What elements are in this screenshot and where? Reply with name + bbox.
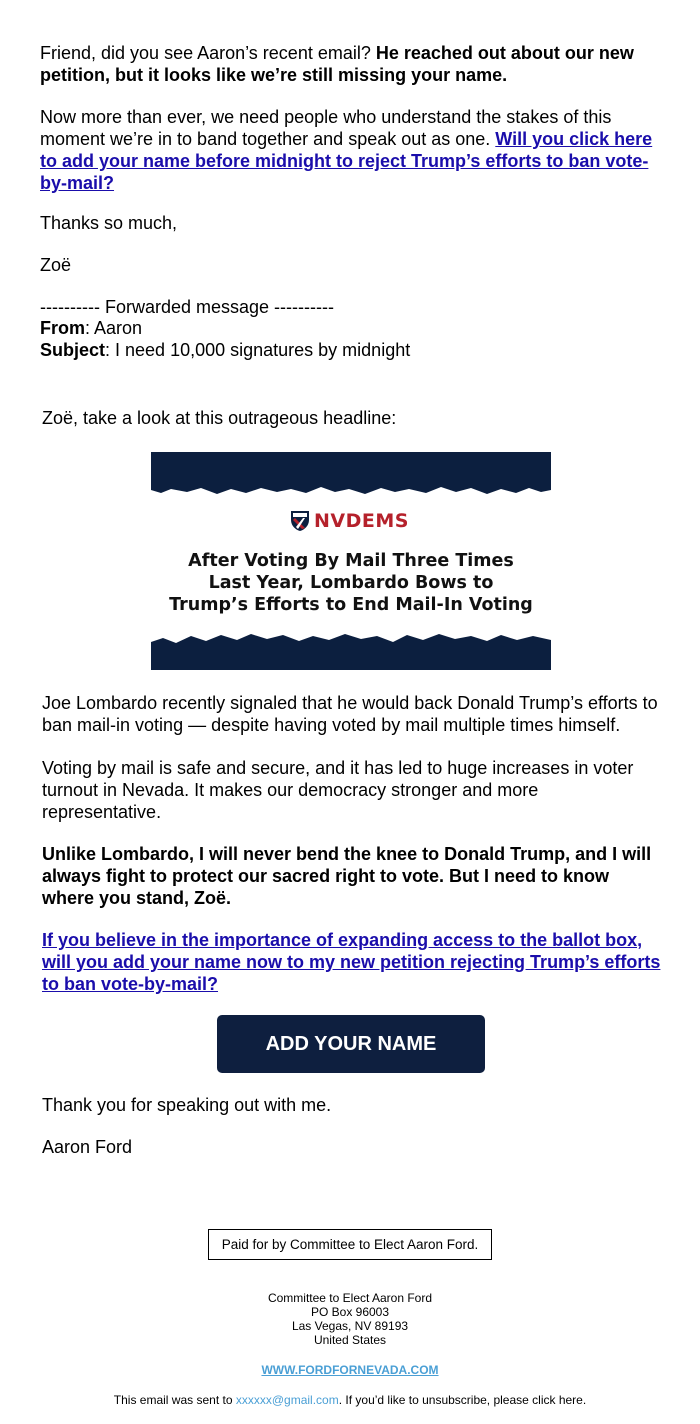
sent-prefix: This email was sent to [113,1393,236,1407]
intro-bold-text: He reached out about our new petition, but it looks like we’re still missing your name. [40,43,634,85]
body-paragraph-bold: Unlike Lombardo, I will never bend the knee to Donald Trump, and I will always fight to protect our sacred right to vote. But I need to know where you stand, Zoë. [42,844,652,908]
from-label: From [40,318,85,338]
forwarded-divider: ---------- Forwarded message ---------- [40,297,334,317]
intro-text-2: Now more than ever, we need people who understand the stakes of this moment we’re in to band together and speak out as one. [40,107,612,149]
address-line-4: United States [313,1333,387,1347]
body-paragraph-2: Voting by mail is safe and secure, and it has led to huge increases in voter turnout in Nevada. It makes our democracy stronger and more representative. [42,758,634,822]
thanks-text: Thanks so much, [40,213,178,233]
subject-label: Subject [40,340,106,360]
address-line-1: Committee to Elect Aaron Ford [267,1291,433,1305]
recipient-email: xxxxxx@gmail.com [235,1393,339,1407]
address-line-2: PO Box 96003 [310,1305,390,1319]
body-paragraph-link [42,929,662,995]
headline-line-2: Last Year, Lombardo Bows to [208,573,494,593]
headline-line-1: After Voting By Mail Three Times [188,551,514,571]
intro-paragraph-1 [40,42,660,86]
address-line-3: Las Vegas, NV 89193 [291,1319,409,1333]
intro-text: Friend, did you see Aaron’s recent email? [40,43,376,63]
footer-website [0,1363,700,1377]
closing-text: Thank you for speaking out with me. [42,1095,332,1115]
footer-sent-notice [0,1393,700,1407]
intro-signature: Zoë [40,255,72,275]
body-signature: Aaron Ford [42,1137,133,1157]
logo-text: NVDEMS [314,510,409,532]
footer-address [0,1291,700,1347]
banner-headline [151,550,551,616]
body-greeting: Zoë, take a look at this outrageous headline: [42,408,397,428]
paid-for-disclaimer: Paid for by Committee to Elect Aaron Ford. [208,1229,492,1260]
intro-paragraph-2 [40,106,660,194]
forward-from [40,317,660,339]
from-value: : Aaron [85,318,143,338]
nvdems-logo [290,508,409,534]
petition-link-bottom[interactable]: If you believe in the importance of expanding access to the ballot box, will you add your name now to my new petition rejecting Trump’s efforts to ban vote-by-mail? [42,930,661,994]
body-paragraph-1: Joe Lombardo recently signaled that he would back Donald Trump’s efforts to ban mail-in voting — despite having voted by mail multiple times himself. [42,693,658,735]
subject-value: : I need 10,000 signatures by midnight [105,340,411,360]
shield-icon [290,510,310,532]
add-your-name-button[interactable]: ADD YOUR NAME [217,1015,485,1073]
petition-link-top[interactable]: Will you click here to add your name before midnight to reject Trump’s efforts to ban vote-by-mail? [40,129,653,193]
website-link[interactable]: WWW.FORDFORNEVADA.COM [261,1363,439,1377]
forward-subject [40,339,660,361]
headline-line-3: Trump’s Efforts to End Mail-In Voting [169,595,533,615]
unsubscribe-text[interactable]: . If you’d like to unsubscribe, please click here. [338,1393,587,1407]
